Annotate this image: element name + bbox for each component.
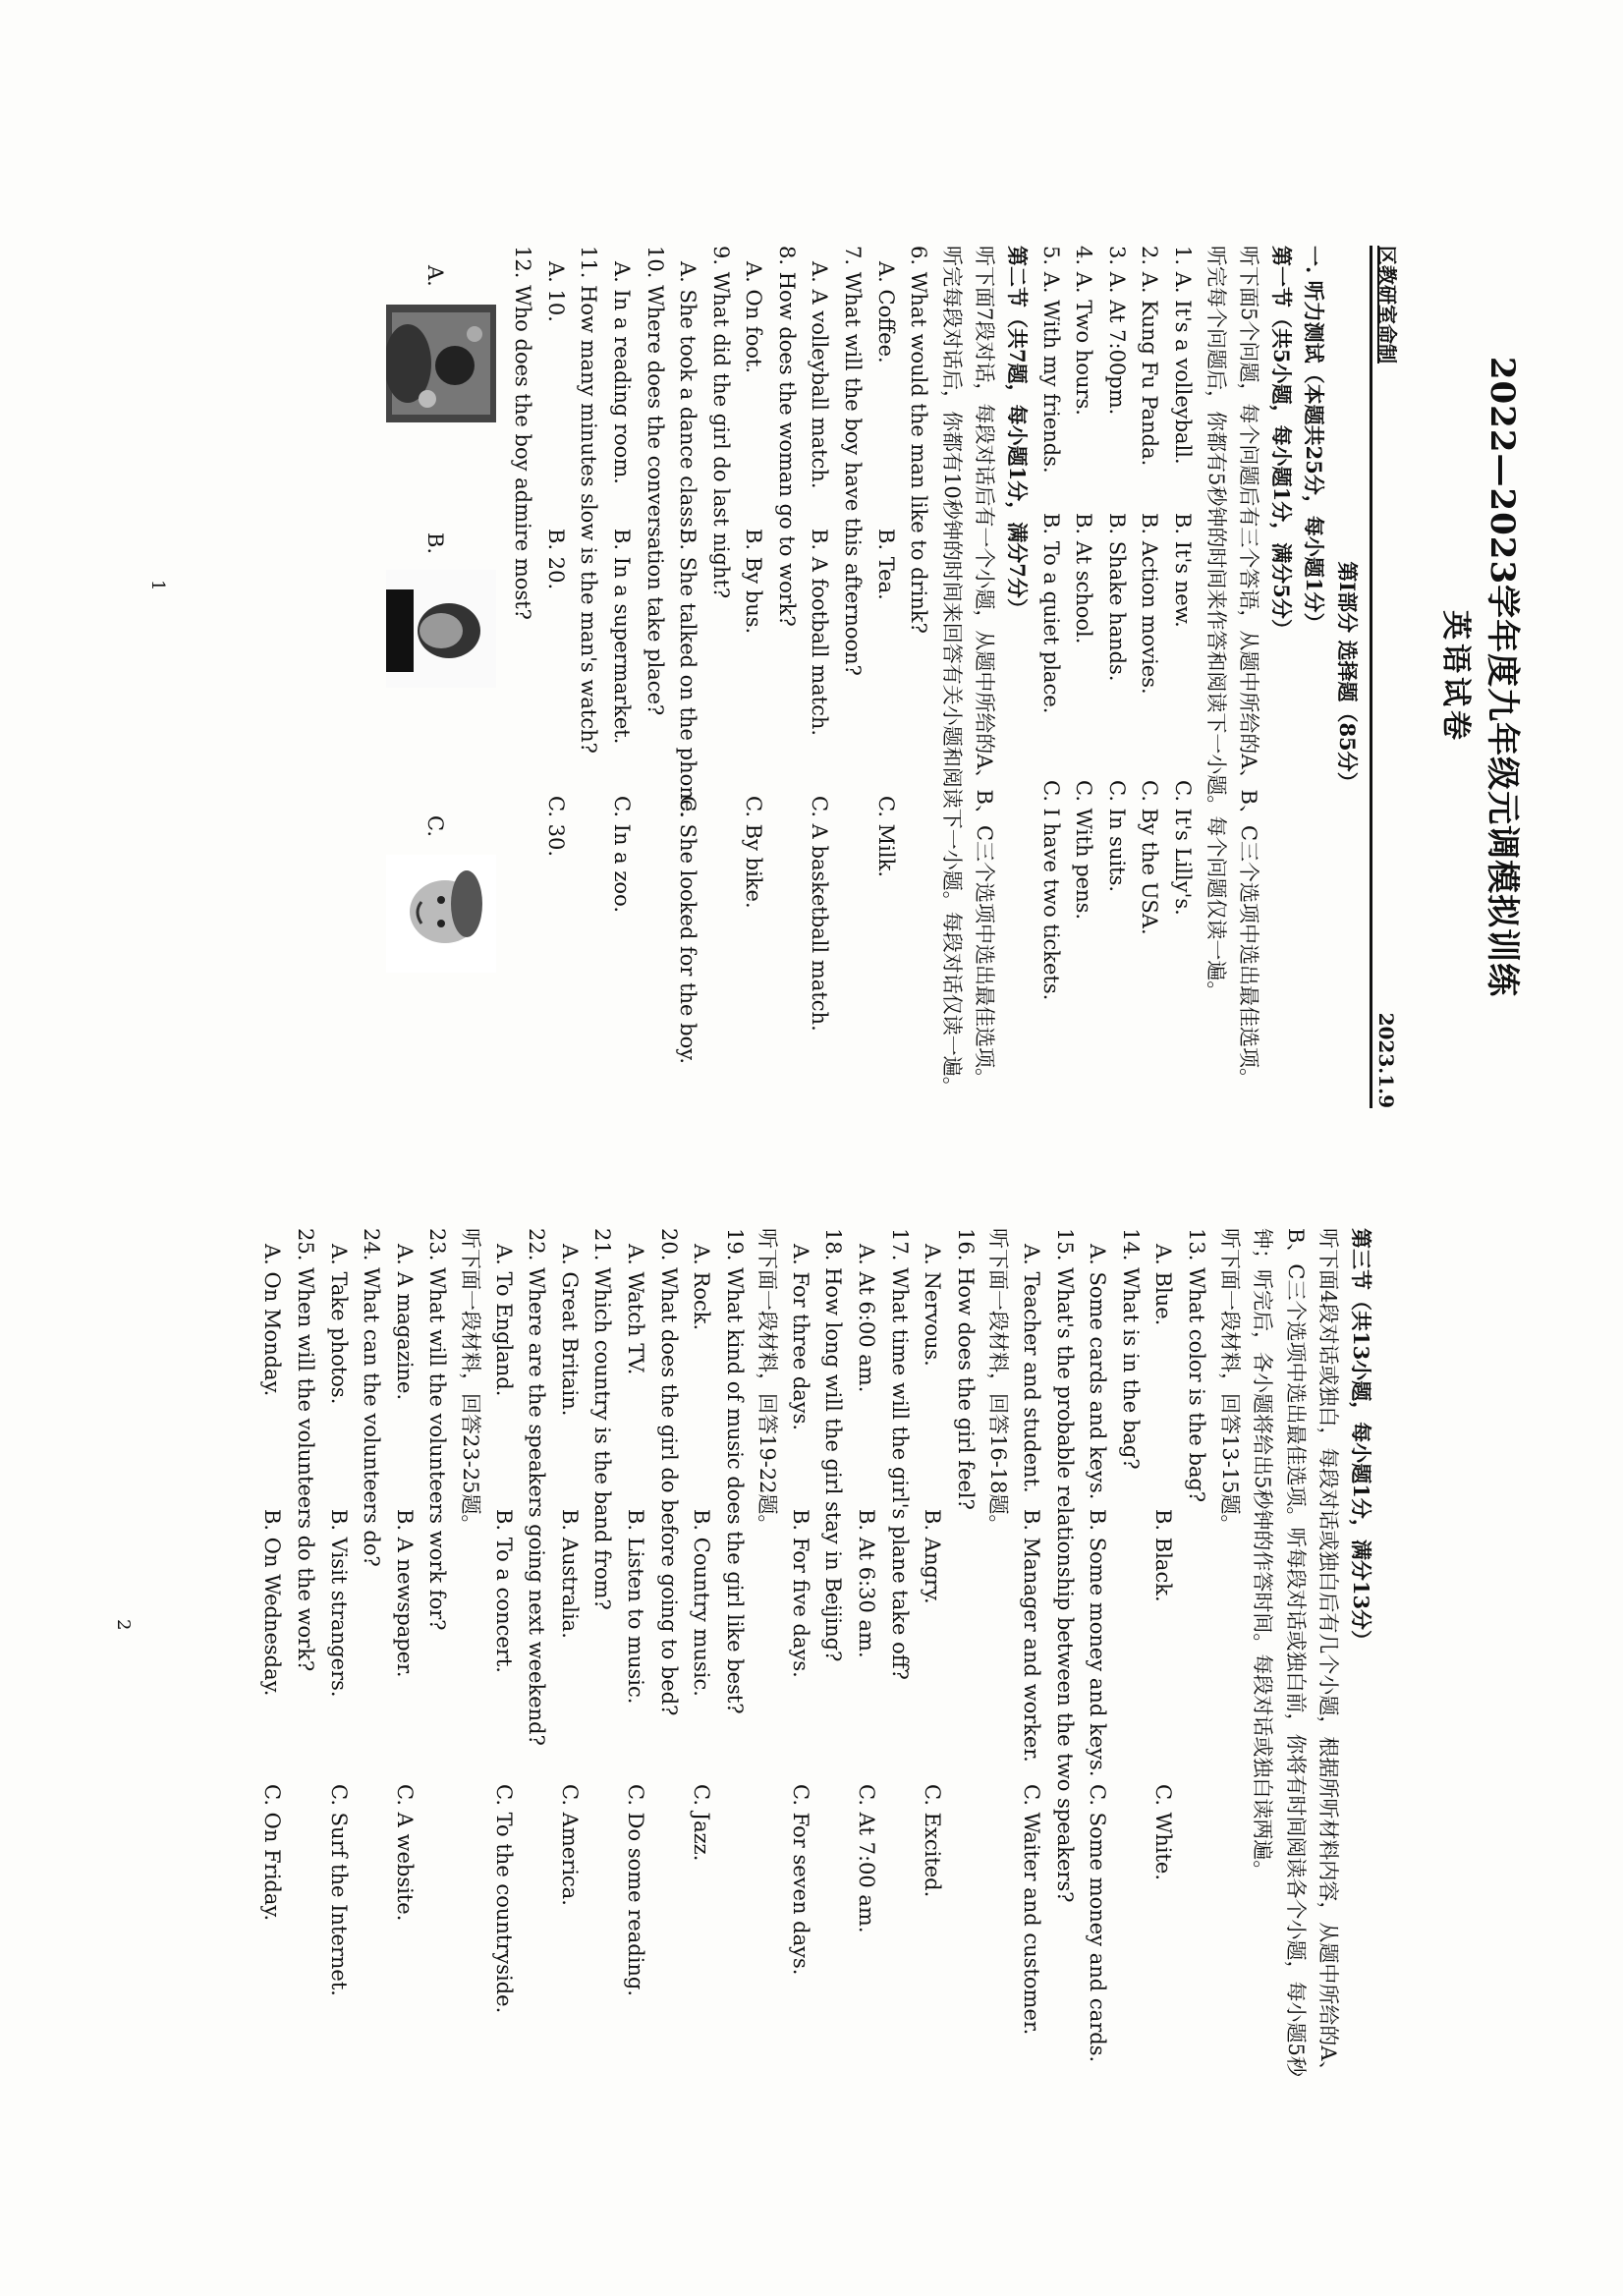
answer-option: A. On Monday. (260, 1244, 285, 1397)
question-options (604, 246, 638, 1108)
question-options (1081, 1228, 1114, 2257)
answer-option: C. By the USA. (1138, 780, 1162, 935)
answer-option: B. By bus. (742, 529, 766, 635)
question-text: 6. What would the man like to drink? (907, 246, 931, 634)
questions-6-11 (538, 246, 934, 1108)
answer-option: C. Do some reading. (623, 1784, 647, 1997)
answer-option: B. To a quiet place. (1038, 513, 1063, 714)
answer-option: A. Great Britain. (557, 1244, 582, 1417)
page-number: 2 (113, 1619, 134, 1631)
listening-heading: 一. 听力测试（本题共25分，每小题1分） (1302, 246, 1327, 634)
answer-option: C. For seven days. (788, 1784, 812, 1976)
answer-option: C. By bike. (742, 796, 766, 909)
section-3-instruction: B、C三个选项中选出最佳选项。听每段对话或独白前，你将有时间阅读各个小题，每小题5秒 (1283, 1228, 1308, 2077)
answer-option: C. America. (557, 1784, 582, 1906)
answer-option: A. Watch TV. (623, 1244, 647, 1375)
question-text: 21. Which country is the band from? (590, 1228, 615, 1610)
question-options (1147, 1228, 1180, 2257)
answer-option: B. At school. (1072, 513, 1096, 644)
answer-option: 2. A. Kung Fu Panda. (1138, 246, 1162, 467)
answer-option: C. Excited. (921, 1784, 945, 1898)
answer-option: A. Coffee. (873, 261, 898, 364)
answer-option: C. In suits. (1104, 780, 1129, 893)
answer-option: C. Some money and cards. (1086, 1784, 1110, 2063)
answer-option: A. 10. (543, 261, 568, 322)
question-text: 7. What will the boy have this afternoon? (841, 246, 866, 676)
question-text: 11. How many minutes slow is the man's watch? (577, 246, 601, 754)
question-options (916, 1228, 949, 2257)
person-photo-b (386, 570, 496, 688)
answer-option: B. Country music. (690, 1509, 714, 1697)
answer-option: A. A magazine. (392, 1244, 417, 1401)
answer-option: C. With pens. (1072, 780, 1096, 921)
question-options (850, 1228, 883, 2257)
passage-intro: 听下面一段材料，回答16-18题。 (986, 1228, 1011, 1536)
question-text: 17. What time will the girl's plane take off? (887, 1228, 912, 1680)
answer-option: A. To England. (491, 1244, 516, 1397)
question-options (387, 1228, 420, 2257)
question-text: 18. How long will the girl stay in Beijing? (821, 1228, 846, 1662)
question-options (803, 246, 836, 1108)
question-row (1067, 246, 1100, 1108)
answer-option: 1. A. It's a volleyball. (1171, 246, 1196, 465)
section-1-instruction: 听完每个问题后，你都有5秒钟的时间来作答和阅读下一小题。每个问题仅读一遍。 (1203, 246, 1228, 1002)
answer-option: A. At 6:00 am. (855, 1244, 879, 1393)
answer-option: C. I have two tickets. (1038, 780, 1063, 1001)
option-b-label: B. (422, 532, 447, 555)
answer-option: A. Nervous. (921, 1244, 945, 1367)
answer-option: C. It's Lilly's. (1171, 780, 1196, 916)
answer-option: B. Listen to music. (623, 1509, 647, 1705)
answer-option: C. At 7:00 am. (855, 1784, 879, 1933)
section-2-instruction: 听完每段对话后，你都有10秒钟的时间来回答有关小题和阅读下一小题。每段对话仅读一遍。 (939, 246, 964, 1097)
question-row (1099, 246, 1133, 1108)
questions-13-25 (255, 1228, 1246, 2257)
exam-date: 2023.1.9 (1374, 1012, 1398, 1108)
answer-option: C. Waiter and customer. (1020, 1784, 1044, 2036)
answer-option: C. She looked for the boy. (676, 796, 700, 1064)
section-2-title: 第二节（共7题，每小题1分，满分7分） (1005, 246, 1031, 619)
question-text: 22. Where are the speakers going next weekend? (525, 1228, 549, 1746)
answer-option: A. Teacher and student. (1020, 1244, 1044, 1493)
answer-option: B. At 6:30 am. (855, 1509, 879, 1658)
answer-option: A. For three days. (788, 1244, 812, 1431)
question-text: 10. Where does the conversation take place? (643, 246, 667, 716)
question-12-photos (359, 246, 506, 1108)
answer-option: B. Black. (1151, 1509, 1176, 1602)
part-heading: 第Ⅰ部分 选择题（85分） (1335, 561, 1360, 793)
question-text: 19. What kind of music does the girl like best? (722, 1228, 747, 1714)
passage-intro: 听下面一段材料，回答13-15题。 (1217, 1228, 1242, 1536)
question-row (1133, 246, 1166, 1108)
question-options (552, 1228, 586, 2257)
answer-option: B. Tea. (873, 529, 898, 600)
answer-option: A. She took a dance class. (676, 261, 700, 534)
passage-intro: 听下面一段材料，回答23-25题。 (458, 1228, 482, 1536)
editor-label: 区教研室命制 (1375, 246, 1399, 364)
section-3-instruction: 钟；听完后，各小题将给出5秒钟的作答时间。每段对话或独白读两遍。 (1251, 1228, 1275, 1881)
question-options (737, 246, 770, 1108)
question-text: 8. How does the woman go to work? (774, 246, 799, 627)
answer-option: A. On foot. (742, 261, 766, 374)
page-2 (0, 1148, 1623, 2296)
answer-option: B. Angry. (921, 1509, 945, 1604)
answer-option: C. Milk. (873, 796, 898, 878)
question-text: 14. What is in the bag? (1118, 1228, 1143, 1470)
page-number: 1 (147, 580, 168, 591)
option-c-label: C. (422, 815, 447, 837)
question-text: 15. What's the probable relationship between the two speakers? (1052, 1228, 1077, 1903)
answer-option: 5. A. With my friends. (1038, 246, 1063, 474)
answer-option: B. Action movies. (1138, 513, 1162, 695)
question-options (486, 1228, 520, 2257)
answer-option: 3. A. At 7:00pm. (1104, 246, 1129, 416)
question-options (618, 1228, 651, 2257)
answer-option: B. To a concert. (491, 1509, 516, 1673)
answer-option: A. A volleyball match. (808, 261, 832, 489)
answer-option: B. For five days. (788, 1509, 812, 1678)
section-2-instruction: 听下面7段对话，每段对话后有一个小题，从题中所给的A、B、C三个选项中选出最佳选项。 (973, 246, 997, 1090)
question-text: 20. What does the girl do before going to bed? (656, 1228, 681, 1716)
question-row (1165, 246, 1199, 1108)
answer-option: C. In a zoo. (609, 796, 634, 914)
answer-option: B. She talked on the phone. (676, 529, 700, 818)
answer-option: C. Surf the Internet. (326, 1784, 351, 1996)
person-photo-c (386, 855, 496, 973)
answer-option: B. Australia. (557, 1509, 582, 1639)
answer-option: A. Rock. (690, 1244, 714, 1331)
answer-option: C. A website. (392, 1784, 417, 1922)
section-1-title: 第一节（共5小题，每小题1分，满分5分） (1268, 246, 1294, 640)
answer-option: C. White. (1151, 1784, 1176, 1881)
answer-option: B. It's new. (1171, 513, 1196, 628)
answer-option: 4. A. Two hours. (1072, 246, 1096, 416)
section-1-instruction: 听下面5个问题，每个问题后有三个答语，从题中所给的A、B、C三个选项中选出最佳选项。 (1237, 246, 1261, 1090)
questions-1-5 (1034, 246, 1199, 1108)
question-text: 16. How does the girl feel? (953, 1228, 978, 1510)
question-text: 9. What did the girl do last night? (708, 246, 733, 599)
answer-option: B. Shake hands. (1104, 513, 1129, 682)
question-options (255, 1228, 289, 2257)
answer-option: B. A football match. (808, 529, 832, 737)
question-options (783, 1228, 816, 2257)
option-a-label: A. (422, 265, 447, 287)
section-3-title: 第三节（共13小题，每小题1分，满分13分） (1349, 1228, 1373, 1652)
question-options (1014, 1228, 1047, 2257)
question-text: 25. When will the volunteers do the work? (294, 1228, 317, 1672)
answer-option: C. 30. (543, 796, 568, 858)
answer-option: B. Some money and keys. (1086, 1509, 1110, 1777)
question-row (1034, 246, 1067, 1108)
question-options (671, 246, 704, 1108)
answer-option: B. A newspaper. (392, 1509, 417, 1678)
answer-option: A. Take photos. (326, 1244, 351, 1405)
answer-option: C. On Friday. (260, 1784, 285, 1922)
header-bar (1370, 246, 1412, 1108)
answer-option: C. To the countryside. (491, 1784, 516, 2014)
answer-option: A. In a reading room. (609, 261, 634, 484)
answer-option: C. A basketball match. (808, 796, 832, 1032)
passage-intro: 听下面一段材料，回答19-22题。 (756, 1228, 780, 1536)
question-options (321, 1228, 355, 2257)
exam-subtitle: 英语试卷 (1438, 610, 1473, 744)
question-options (868, 246, 902, 1108)
answer-option: A. Some cards and keys. (1086, 1244, 1110, 1500)
question-text: 24. What can the volunteers do? (360, 1228, 384, 1567)
section-3-instruction: 听下面4段对话或独白，每段对话或独白后有几个小题，根据所听材料内容，从题中所给的A、 (1316, 1228, 1341, 2082)
answer-option: B. On Wednesday. (260, 1509, 285, 1697)
answer-option: C. Jazz. (690, 1784, 714, 1862)
answer-option: A. Blue. (1151, 1244, 1176, 1326)
answer-option: B. In a supermarket. (609, 529, 634, 745)
question-text: 13. What color is the bag? (1185, 1228, 1209, 1503)
question-options (538, 246, 572, 1108)
answer-option: B. 20. (543, 529, 568, 590)
question-12: 12. Who does the boy admire most? (511, 246, 535, 620)
question-options (685, 1228, 718, 2257)
exam-title: 2022—2023学年度九年级元调模拟训练 (1483, 356, 1522, 998)
answer-option: B. Manager and worker. (1020, 1509, 1044, 1763)
answer-option: B. Visit strangers. (326, 1509, 351, 1698)
person-photo-a (386, 305, 496, 422)
question-text: 23. What will the volunteers work for? (425, 1228, 450, 1631)
